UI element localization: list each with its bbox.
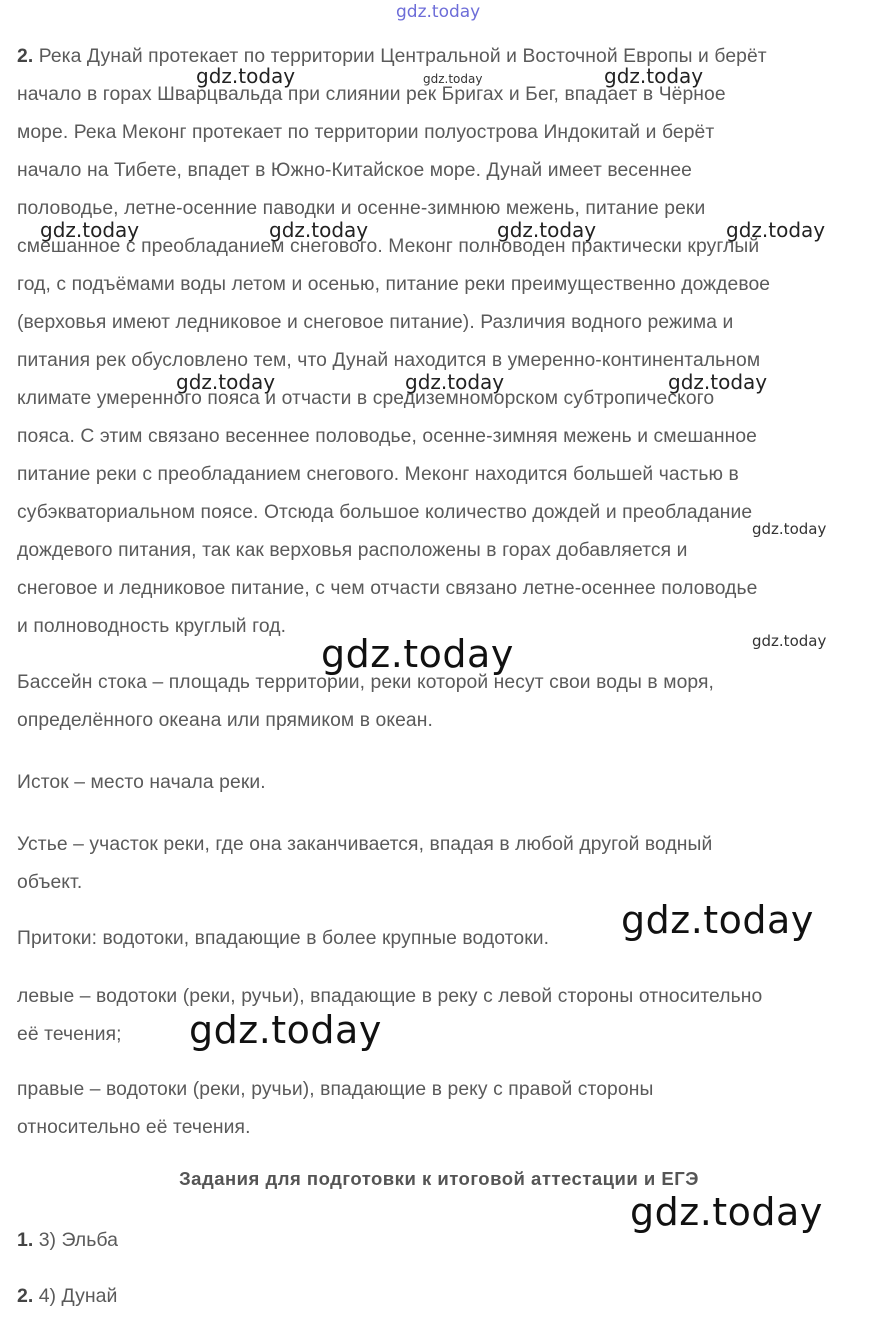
definition-right-tributaries: правые – водотоки (реки, ручьи), впадающие в реку с правой стороны относительно её течения.: [17, 1079, 654, 1138]
paragraph-line: 2. Река Дунай протекает по территории Центральной и Восточной Европы и берёт: [17, 46, 767, 67]
watermark-label: gdz.today: [423, 72, 483, 86]
paragraph-line: (верховья имеют ледниковое и снеговое питание). Различия водного режима и: [17, 312, 734, 333]
watermark-label: gdz.today: [196, 64, 296, 88]
watermark-label: gdz.today: [630, 1190, 823, 1234]
definition-left-tributaries: левые – водотоки (реки, ручьи), впадающие в реку с левой стороны относительно её течения;: [17, 986, 763, 1045]
watermark-label: gdz.today: [621, 898, 814, 942]
paragraph-line: половодье, летне-осенние паводки и осенне-зимнюю межень, питание реки: [17, 198, 706, 219]
watermark-label: gdz.today: [497, 218, 597, 242]
watermark-label: gdz.today: [40, 218, 140, 242]
definition-basin: Бассейн стока – площадь территории, реки которой несут свои воды в моря, определённого океана или прямиком в океан.: [17, 672, 715, 731]
exam-section-heading: Задания для подготовки к итоговой аттестации и ЕГЭ: [179, 1168, 699, 1189]
watermark-label: gdz.today: [726, 218, 826, 242]
paragraph-line: субэкваториальном поясе. Отсюда большое количество дождей и преобладание: [17, 502, 753, 523]
watermark-label: gdz.today: [752, 632, 827, 650]
paragraph-line: питание реки с преобладанием снегового. Меконг находится большей частью в: [17, 464, 739, 485]
exam-answer-1: 1. 3) Эльба: [17, 1229, 118, 1251]
watermark-label: gdz.today: [176, 370, 276, 394]
paragraph-line: дождевого питания, так как верховья расположены в горах добавляется и: [17, 540, 688, 561]
watermark-label: gdz.today: [405, 370, 505, 394]
watermark-label: gdz.today: [269, 218, 369, 242]
paragraph-line: начало в горах Шварцвальда при слиянии рек Бригах и Бег, впадает в Чёрное: [17, 84, 726, 105]
watermark-label: gdz.today: [668, 370, 768, 394]
definition-mouth: Устье – участок реки, где она заканчивается, впадая в любой другой водный объект.: [17, 834, 713, 893]
paragraph-line: начало на Тибете, впадет в Южно-Китайское море. Дунай имеет весеннее: [17, 160, 692, 181]
paragraph-line: питания рек обусловлено тем, что Дунай находится в умеренно-континентальном: [17, 350, 761, 371]
watermark-label: gdz.today: [189, 1008, 382, 1052]
paragraph-line: пояса. С этим связано весеннее половодье, осенне-зимняя межень и смешанное: [17, 426, 757, 447]
paragraph-number: 2.: [17, 46, 34, 67]
paragraph-line: и полноводность круглый год.: [17, 616, 287, 637]
exam-answer-2: 2. 4) Дунай: [17, 1285, 118, 1307]
paragraph-line: море. Река Меконг протекает по территории полуострова Индокитай и берёт: [17, 122, 715, 143]
watermark-top: gdz.today: [396, 2, 481, 22]
watermark-label: gdz.today: [321, 632, 514, 676]
paragraph-line: год, с подъёмами воды летом и осенью, питание реки преимущественно дождевое: [17, 274, 771, 295]
watermark-label: gdz.today: [604, 64, 704, 88]
definition-source: Исток – место начала реки.: [17, 772, 266, 793]
paragraph-line: климате умеренного пояса и отчасти в средиземноморском субтропического: [17, 388, 715, 409]
paragraph-line: снеговое и ледниковое питание, с чем отчасти связано летне-осеннее половодье: [17, 578, 758, 599]
definition-tributaries: Притоки: водотоки, впадающие в более крупные водотоки.: [17, 928, 550, 949]
paragraph-line: смешанное с преобладанием снегового. Меконг полноводен практически круглый: [17, 236, 760, 257]
watermark-label: gdz.today: [752, 520, 827, 538]
paragraph-2: [17, 38, 875, 646]
